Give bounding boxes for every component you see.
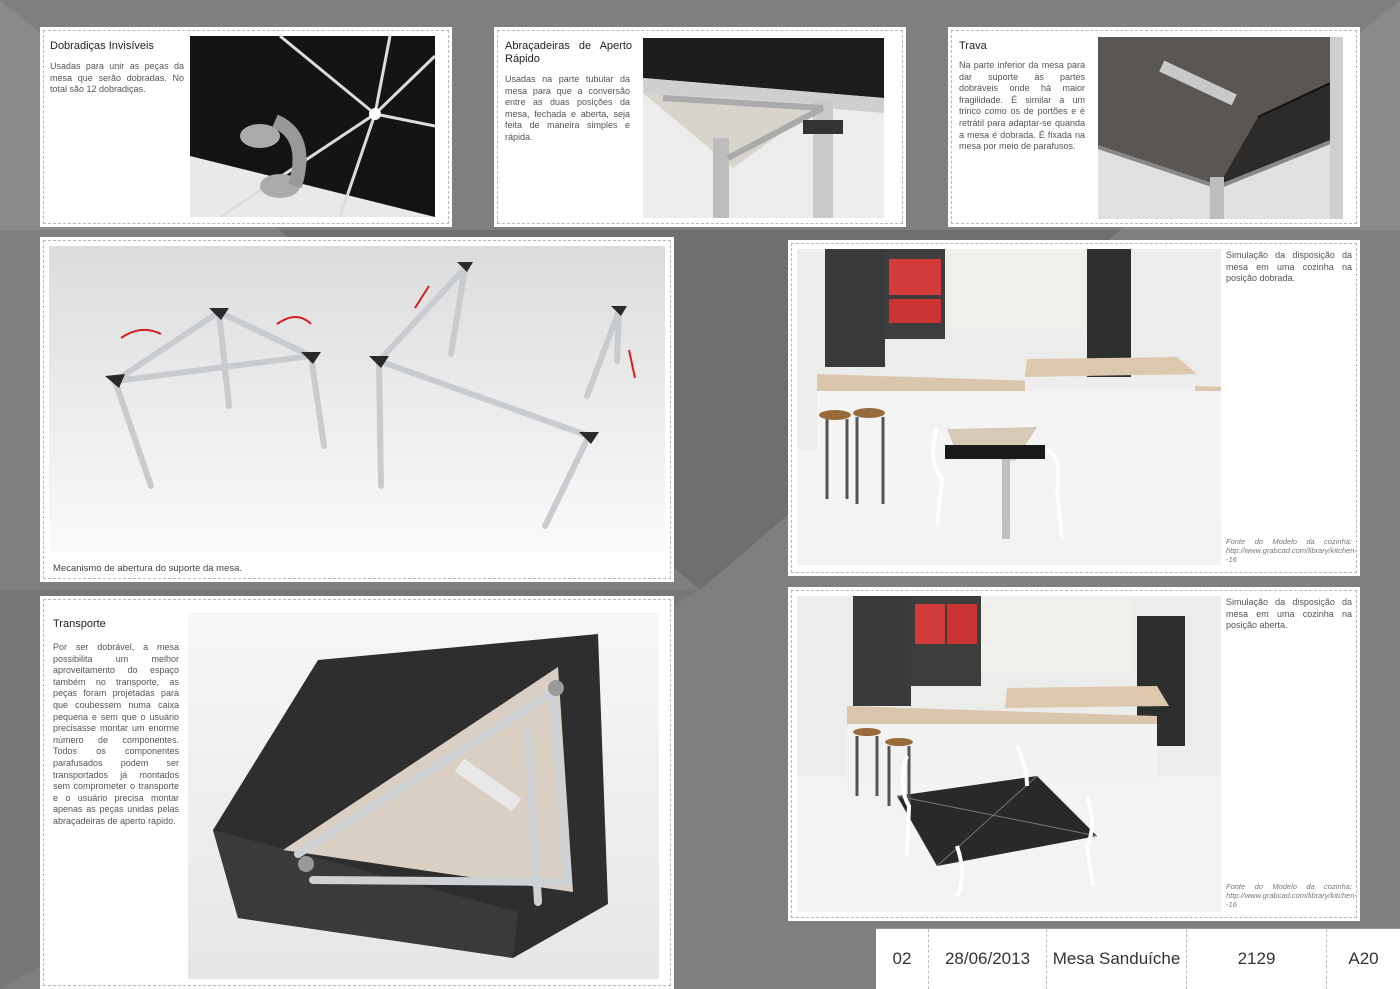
kitchen-folded-render-image [797,249,1221,565]
panel-kitchen-open [788,587,1360,921]
kitchen-open-text: Simulação da disposição da mesa em uma cozinha na posição aberta. [1226,597,1352,631]
panel-lock [948,27,1360,227]
title-block-date: 28/06/2013 [928,929,1046,989]
mechanism-render-image [49,246,665,552]
transport-text: Por ser dobrável, a mesa possibilita um melhor aproveitamento do espaço também no transporte, as peças foram projetadas para que coubessem numa caixa pequena e sem que o usuário precisasse montar um enorme número de componentes. Todos os componentes parafusados podem ser transportados já montados sem comprometer o transporte e o usuário precisa montar apenas as peças unidas pelas abraçadeiras de aperto rápido. [53,642,179,826]
panel-kitchen-folded [788,240,1360,576]
clamps-text: Usadas na parte tubular da mesa para que a conversão entre as duas posições da mesa, fechada e aberta, seja feita de maneira simples e rápida. [505,74,630,142]
panel-mechanism [40,237,674,582]
kitchen-open-source: Fonte do Modelo da cozinha: http://www.grabcad.com/library/kitchen--16 [1226,882,1357,909]
clamps-render-image [643,38,884,218]
transport-title: Transporte [53,618,106,630]
title-block-code: 2129 [1186,929,1326,989]
lock-text: Na parte inferior da mesa para dar suporte às partes dobráveis onde há maior fragilidade. É similar a um trinco como os de portões e é retrátil para adaptar-se quanda a mesa é dobrada. É fixada na mesa por meio de parafusos. [959,60,1085,152]
hinges-title: Dobradiças Invisíveis [50,40,154,52]
title-block [876,928,1400,989]
hinges-text: Usadas para unir as peças da mesa que serão dobradas. No total são 12 dobradiças. [50,61,184,95]
kitchen-folded-source: Fonte do Modelo da cozinha: http://www.grabcad.com/library/kitchen--16 [1226,537,1357,564]
title-block-sheet: 02 [892,949,912,968]
kitchen-open-render-image [797,596,1221,912]
panel-hinges [40,27,452,227]
title-block-format: A20 [1326,929,1400,989]
lock-title: Trava [959,40,987,52]
lock-render-image [1098,37,1343,219]
mechanism-caption: Mecanismo de abertura do suporte da mesa. [53,563,243,574]
kitchen-folded-text: Simulação da disposição da mesa em uma cozinha na posição dobrada. [1226,250,1352,284]
title-block-project: Mesa Sanduíche [1046,929,1186,989]
clamps-title: Abraçadeiras de Aperto Rápido [505,40,632,65]
transport-box-render-image [188,612,659,979]
panel-transport [40,596,674,989]
panel-clamps [494,27,906,227]
hinges-render-image [190,36,435,217]
